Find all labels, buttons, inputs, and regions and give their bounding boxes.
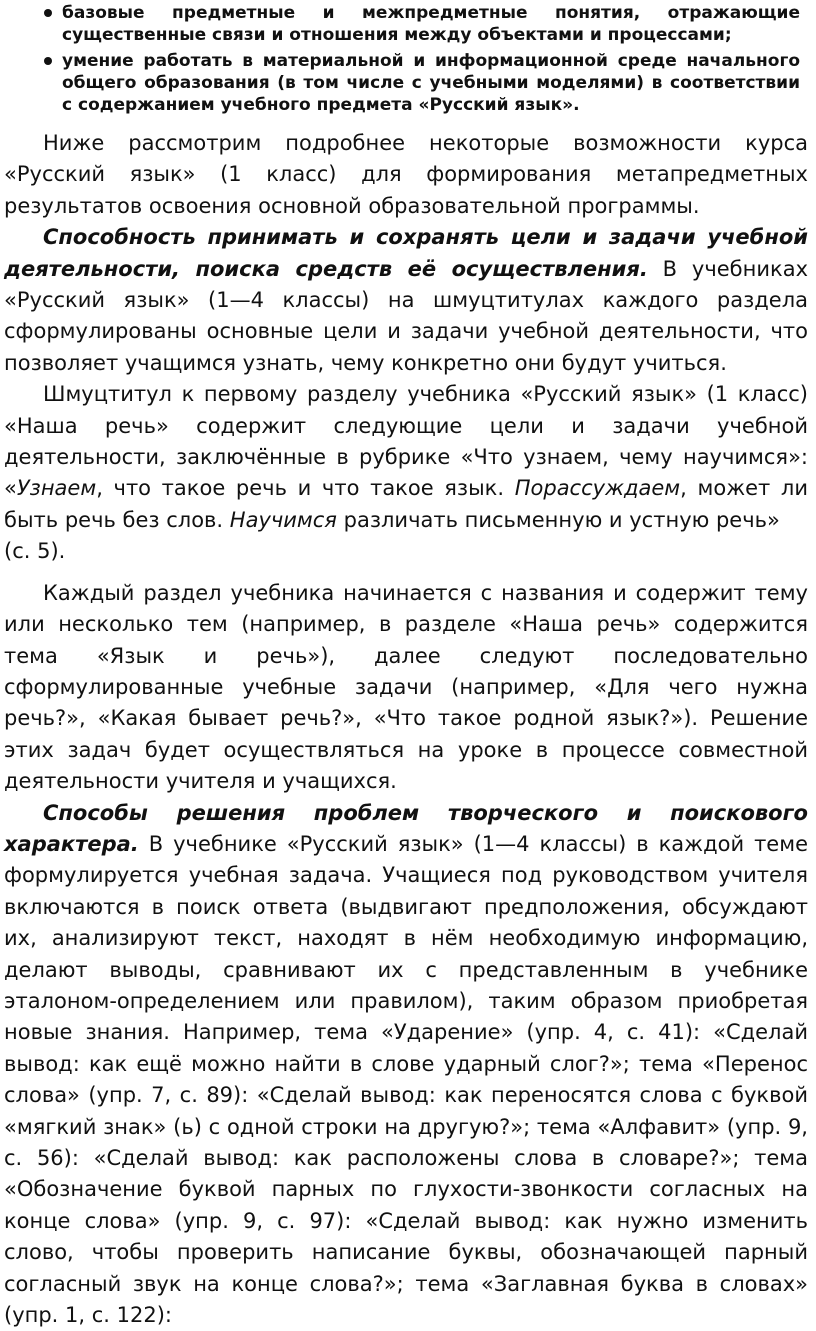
bullet-text: умение работать в материальной и информационной среде начального общего образования (в том числе с учебными моделями) в соответствии с содержанием учебного предмета «Русский язык». bbox=[62, 51, 800, 115]
bullet-list bbox=[4, 0, 808, 116]
paragraph-text: , может ли быть речь без слов. bbox=[4, 476, 808, 532]
paragraph-sections: Каждый раздел учебника начинается с названия и содержит тему или несколько тем (например, в разделе «Наша речь» содержится тема «Язык и речь»), далее следуют последовательно сформулированные учебные задачи (например, «Для чего нужна речь?», «Какая бывает речь?», «Что такое родной язык?»). Решение этих задач будет осуществляться на уроке в процессе совместной деятельности учителя и учащихся. bbox=[4, 580, 808, 794]
page-reference: (с. 5). bbox=[4, 539, 66, 564]
bullet-text: базовые предметные и межпредметные понятия, отражающие существенные связи и отношения между объектами и процессами; bbox=[62, 3, 800, 45]
paragraph-text: различать письменную и устную речь» bbox=[336, 507, 780, 532]
paragraph-heading: Способы решения проблем творческого и поискового характера. bbox=[4, 800, 808, 856]
paragraph-text: В учебниках «Русский язык» (1—4 классы) на шмуцтитулах каждого раздела сформулированы основные цели и задачи учебной деятельности, что позволяет учащимся узнать, чему конкретно они будут учиться. bbox=[4, 256, 808, 375]
bullet-item bbox=[4, 2, 808, 46]
paragraph-text: Шмуцтитул к первому разделу учебника «Русский язык» (1 класс) «Наша речь» содержит следующие цели и задачи учебной деятельности, заключённые в рубрике «Что узнаем, чему научимся»: « bbox=[4, 382, 808, 501]
bullet-item bbox=[4, 50, 808, 116]
paragraph-shmuctitul bbox=[4, 379, 808, 536]
paragraph-text: , что такое речь и что такое язык. bbox=[96, 476, 515, 501]
paragraph-problem-solving bbox=[4, 798, 808, 1331]
document-body bbox=[4, 128, 808, 1331]
paragraph-goals bbox=[4, 222, 808, 379]
italic-term: Узнаем bbox=[16, 476, 97, 501]
italic-term: Порассуждаем bbox=[514, 476, 681, 501]
bullet-dot-icon bbox=[44, 57, 52, 65]
paragraph-intro: Ниже рассмотрим подробнее некоторые возможности курса «Русский язык» (1 класс) для формирования метапредметных результатов освоения основной образовательной программы. bbox=[4, 131, 808, 218]
paragraph-text: В учебнике «Русский язык» (1—4 классы) в каждой теме формулируется учебная задача. Учащиеся под руководством учителя включаются в поиск ответа (выдвигают предположения, обсуждают их, анализируют текст, находят в нём необходимую информацию, делают выводы, сравнивают их с представленным в учебнике эталоном-определением или правилом), таким образом приобретая новые знания. Например, тема «Ударение» (упр. 4, с. 41): «Сделай вывод: как ещё можно найти в слове ударный слог?»; тема «Перенос слова» (упр. 7, с. 89): «Сделай вывод: как переносятся слова с буквой «мягкий знак» (ь) с одной строки на другую?»; тема «Алфавит» (упр. 9, с. 56): «Сделай вывод: как расположены слова в словаре?»; тема «Обозначение буквой парных по глухости-звонкости согласных на конце слова» (упр. 9, с. 97): «Сделай вывод: как нужно изменить слово, чтобы проверить написание буквы, обозначающей парный согласный звук на конце слова?»; тема «Заглавная буква в словах» (упр. 1, с. 122): bbox=[4, 831, 808, 1328]
italic-term: Научимся bbox=[229, 507, 337, 532]
paragraph-heading: Способность принимать и сохранять цели и задачи учебной деятельности, поиска средств её осуществления. bbox=[4, 225, 808, 281]
bullet-dot-icon bbox=[44, 9, 52, 17]
